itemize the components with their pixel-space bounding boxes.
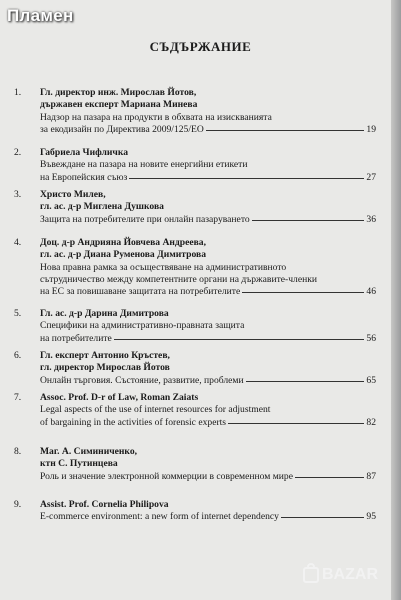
entry-number: 3. [14,189,22,200]
entry-author: гл. ас. д-р Диана Руменова Димитрова [40,249,207,261]
leader-line [281,517,364,518]
entry-title-last-line [40,214,376,226]
entry-title-line: E-commerce environment: a new form of internet dependency [40,511,279,523]
entry-title-line: Надзор на пазара на продукти в обхвата на изискванията [40,111,272,123]
page-number: 87 [366,470,376,482]
entry-author: Христо Милев, [40,189,106,200]
entry-title-line: Въвеждане на пазара на новите енергийни етикети [40,159,248,171]
leader-line [252,220,365,221]
leader-line [129,178,364,179]
leader-line [228,423,364,424]
entry-author: ктн С. Путинцева [40,458,118,470]
entry-author: Assist. Prof. Cornelia Philipova [40,499,169,510]
seller-name: Пламен [7,6,74,25]
entry-author: държавен експерт Мариана Минева [40,99,198,111]
entry-title-last-line [40,286,376,298]
entry-number: 8. [14,446,22,457]
entry-author: Гл. ас. д-р Дарина Димитрова [40,308,169,319]
entry-number: 7. [14,392,22,403]
page-number: 65 [366,374,376,386]
entry-title-last-line [40,124,376,136]
entry-author: Гл. директор инж. Мирослав Йотов, [40,87,197,98]
page-number: 46 [366,286,376,298]
entry-body [40,237,376,298]
entry-author: гл. ас. д-р Миглена Душкова [40,201,164,213]
entry-title-line: Legal aspects of the use of internet resources for adjustment [40,404,271,416]
entry-title-last-line [40,333,376,345]
entry-title-last-line [40,375,376,387]
entry-title-line: Защита на потребителите при онлайн пазаруването [40,213,250,225]
entry-title-line: Онлайн търговия. Състояние, развитие, проблеми [40,374,244,386]
page-number: 19 [366,123,376,135]
entry-title-line: за екодизайн по Директива 2009/125/ЕО [40,123,204,135]
leader-line [246,381,365,382]
leader-line [206,130,365,131]
page-number: 27 [366,171,376,183]
entry-body [40,189,376,226]
entry-author: Маг. А. Симиниченко, [40,446,138,457]
entry-title-line: на Европейския съюз [40,171,128,183]
page-number: 82 [366,416,376,428]
entry-number: 6. [14,350,22,361]
entry-title-last-line [40,511,376,523]
entry-number: 1. [14,87,22,98]
entry-author: гл. директор Мирослав Йотов [40,362,170,374]
entry-body [40,87,376,136]
page-edge-shadow [391,0,401,600]
entry-title-line: на потребителите [40,332,112,344]
page-number: 36 [366,213,376,225]
entry-number: 2. [14,147,22,158]
entry-body [40,392,376,429]
watermark-text: BAZAR [322,566,378,583]
entry-author: Гл. експерт Антонио Кръстев, [40,350,170,361]
entry-author: Доц. д-р Андрияна Йовчева Андреева, [40,237,207,248]
page-number: 95 [366,511,376,523]
entry-number: 4. [14,237,22,248]
entry-title-last-line [40,471,376,483]
entry-title-line: на ЕС за повишаване защитата на потребителите [40,286,241,298]
shopping-bag-icon [303,567,319,583]
page-number: 56 [366,332,376,344]
leader-line [114,339,365,340]
entry-body [40,446,376,483]
entry-body [40,499,376,524]
entry-body [40,147,376,184]
entry-title-line: Роль и значение электронной коммерции в современном мире [40,470,293,482]
entry-body [40,350,376,387]
entry-author: Габриела Чифличка [40,147,129,158]
entry-title-line: Специфики на административно-правната защита [40,320,245,332]
entry-author: Assoc. Prof. D-r of Law, Roman Zaiats [40,392,199,403]
entry-number: 9. [14,499,22,510]
leader-line [295,477,364,478]
entry-title-last-line [40,417,376,429]
entry-title-last-line [40,172,376,184]
entry-title-line: сътрудничество между компетентните органи на държавите-членки [40,273,318,285]
watermark-logo [303,564,387,586]
entry-title-line: Нова правна рамка за осъществяване на административното [40,261,287,273]
entry-title-line: of bargaining in the activities of forensic experts [40,416,227,428]
leader-line [242,292,364,293]
entry-number: 5. [14,308,22,319]
page-title: СЪДЪРЖАНИЕ [149,39,252,54]
entry-body [40,308,376,345]
